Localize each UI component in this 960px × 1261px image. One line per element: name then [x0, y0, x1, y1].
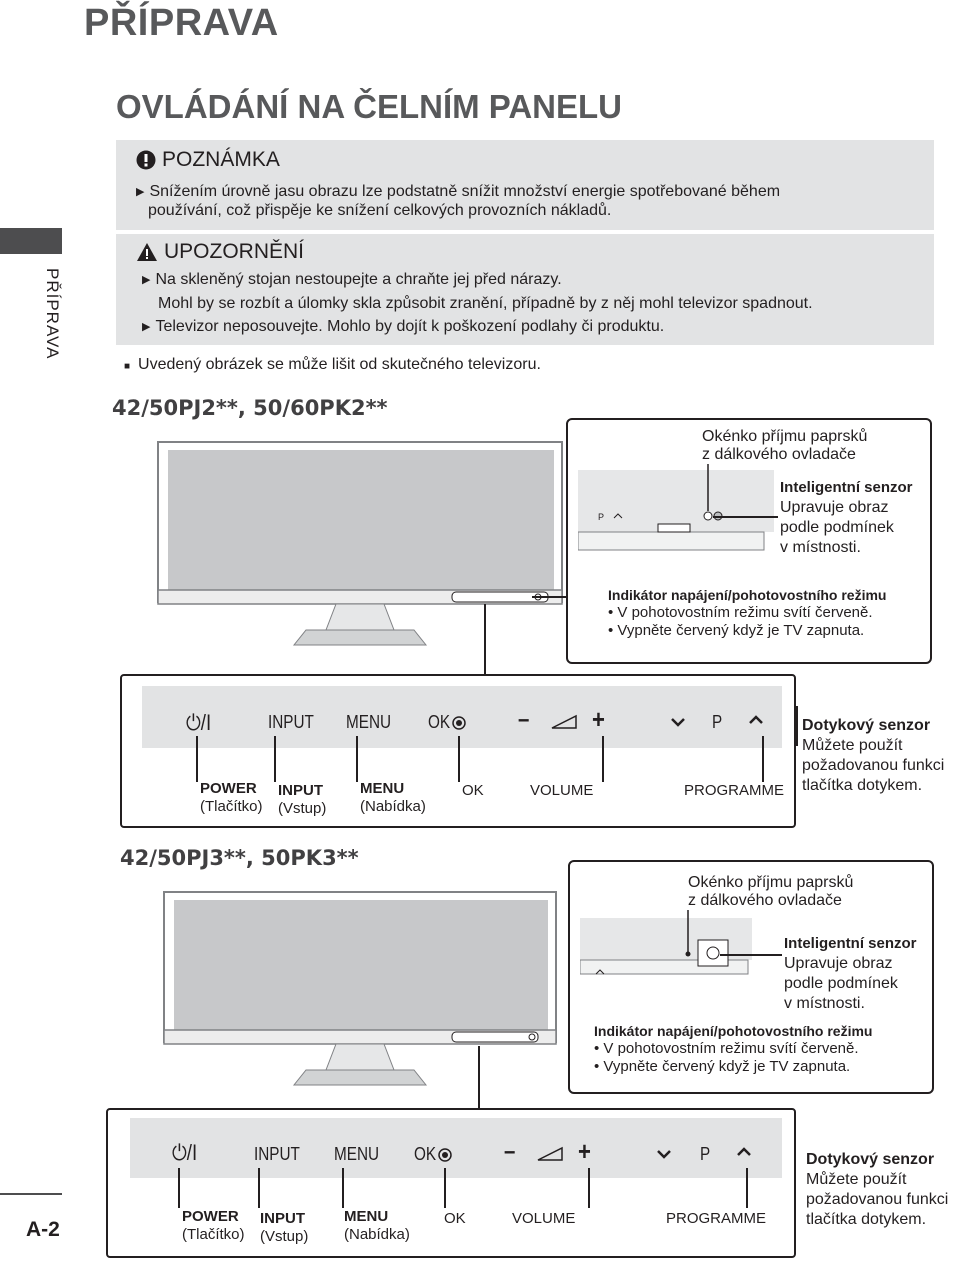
- programme-label: PROGRAMME: [666, 1210, 767, 1227]
- warning-box: [116, 234, 934, 345]
- input-label-sub: (Vstup): [278, 800, 327, 817]
- chevron-down-icon[interactable]: [656, 1148, 672, 1160]
- leader-line: [484, 604, 486, 674]
- menu-label-sub: (Nabídka): [344, 1226, 410, 1243]
- control-panel-1: [120, 674, 796, 828]
- panel-zoom-2: [580, 910, 752, 982]
- intelligent-sensor-note: [784, 934, 917, 1014]
- note-line-2: používání, což přispěje ke snížení celkových provozních nákladů.: [148, 202, 612, 219]
- sensor-title: Inteligentní senzor: [784, 935, 917, 952]
- chevron-up-icon[interactable]: [748, 714, 764, 726]
- panel-zoom-1: [578, 464, 774, 556]
- ok-label: OK: [462, 782, 484, 799]
- callout-box-2: [568, 860, 934, 1094]
- input-label-title: INPUT: [260, 1210, 305, 1227]
- indicator-line-1: • V pohotovostním režimu svítí červeně.: [608, 604, 873, 621]
- square-bullet-icon: ■: [124, 361, 131, 372]
- sensor-line-1: Upravuje obraz: [780, 499, 889, 516]
- note-heading: [136, 148, 280, 172]
- chevron-up-icon[interactable]: [736, 1146, 752, 1158]
- volume-up-button[interactable]: +: [592, 704, 605, 734]
- touch-sensor-note-2: [806, 1150, 948, 1230]
- leader-line: [178, 1168, 180, 1208]
- touch-strip-2: [130, 1118, 782, 1178]
- warning-item-2: [142, 317, 664, 338]
- page-number: A-2: [26, 1218, 60, 1241]
- remote-window-label: [688, 874, 853, 910]
- bullet-triangle-icon: ▶: [142, 321, 151, 333]
- ok-touch-button[interactable]: OK: [414, 1144, 437, 1164]
- programme-label-p: P: [712, 712, 723, 732]
- indicator-line-2: • Vypněte červený když je TV zapnuta.: [594, 1058, 851, 1075]
- indicator-title: Indikátor napájení/pohotovostního režimu: [608, 587, 887, 603]
- section-title: OVLÁDÁNÍ NA ČELNÍM PANELU: [116, 88, 622, 125]
- leader-line: [532, 596, 568, 598]
- leader-line: [274, 736, 276, 782]
- warning-line-3: Televizor neposouvejte. Mohlo by dojít k poškození podlahy či produktu.: [155, 318, 665, 335]
- indicator-line-2: • Vypněte červený když je TV zapnuta.: [608, 622, 865, 639]
- sensor-line-3: v místnosti.: [784, 995, 865, 1012]
- leader-line: [356, 736, 358, 782]
- volume-label: VOLUME: [512, 1210, 576, 1227]
- footer-divider: [0, 1193, 62, 1195]
- side-section-label: PŘÍPRAVA: [43, 268, 62, 360]
- volume-up-button[interactable]: +: [578, 1136, 591, 1166]
- power-touch-button[interactable]: ⏻/I: [186, 710, 212, 735]
- programme-label-p: P: [700, 1144, 711, 1164]
- touch-sensor-line-2: požadovanou funkci: [802, 757, 945, 774]
- note-item: [136, 182, 780, 203]
- input-touch-button[interactable]: INPUT: [268, 712, 314, 732]
- ok-label: OK: [444, 1210, 466, 1227]
- touch-sensor-line-1: Můžete použít: [802, 737, 903, 754]
- warning-line-1: Na skleněný stojan nestoupejte a chraňte jej před nárazy.: [155, 271, 562, 288]
- sensor-line-2: podle podmínek: [784, 975, 898, 992]
- touch-sensor-title: Dotykový senzor: [806, 1151, 935, 1168]
- intelligent-sensor-note: [780, 478, 913, 558]
- menu-label-sub: (Nabídka): [360, 798, 426, 815]
- warning-heading-text: UPOZORNĚNÍ: [164, 240, 305, 263]
- tv-illustration-1: [156, 440, 566, 650]
- warning-triangle-icon: [136, 242, 158, 262]
- leader-line: [444, 1168, 446, 1208]
- touch-sensor-line-3: tlačítka dotykem.: [806, 1211, 927, 1228]
- warning-heading: [136, 240, 304, 264]
- volume-label: VOLUME: [530, 782, 594, 799]
- touch-sensor-line-3: tlačítka dotykem.: [802, 777, 923, 794]
- indicator-title: Indikátor napájení/pohotovostního režimu: [594, 1023, 873, 1039]
- sensor-leader-line: [713, 516, 778, 518]
- leader-line: [196, 736, 198, 782]
- leader-line: [796, 706, 798, 746]
- power-indicator-note: [594, 1022, 872, 1076]
- ok-dot-icon: [452, 716, 466, 730]
- leader-line: [458, 736, 460, 782]
- menu-label-title: MENU: [360, 780, 405, 797]
- power-label: [200, 780, 263, 816]
- touch-sensor-line-2: požadovanou funkci: [806, 1191, 949, 1208]
- bullet-triangle-icon: ▶: [142, 274, 151, 286]
- page-title: PŘÍPRAVA: [84, 2, 279, 44]
- indicator-line-1: • V pohotovostním režimu svítí červeně.: [594, 1040, 859, 1057]
- panel-p-label: P: [598, 512, 605, 522]
- input-label-title: INPUT: [278, 782, 323, 799]
- model-1-name: 42/50PJ2**, 50/60PK2**: [112, 396, 388, 420]
- remote-window-line-2: z dálkového ovladače: [688, 892, 842, 909]
- note-line-1: Snížením úrovně jasu obrazu lze podstatně snížit množství energie spotřebované během: [149, 183, 781, 200]
- leader-line: [478, 1046, 480, 1108]
- remote-window-line-2: z dálkového ovladače: [702, 446, 856, 463]
- control-panel-2: [106, 1108, 796, 1258]
- disclaimer-text: Uvedený obrázek se může lišit od skutečného televizoru.: [138, 356, 541, 373]
- input-label: [260, 1210, 308, 1246]
- menu-touch-button[interactable]: MENU: [334, 1144, 380, 1164]
- tv-illustration-2: [162, 890, 560, 1090]
- power-indicator-note: [608, 586, 886, 640]
- power-label: [182, 1208, 245, 1244]
- side-tab-marker: [0, 228, 62, 254]
- touch-sensor-title: Dotykový senzor: [802, 717, 931, 734]
- leader-line: [258, 1168, 260, 1208]
- input-label: [278, 782, 326, 818]
- model-2-name: 42/50PJ3**, 50PK3**: [120, 846, 359, 870]
- touch-sensor-line-1: Můžete použít: [806, 1171, 907, 1188]
- leader-line: [602, 736, 604, 782]
- power-label-title: POWER: [182, 1208, 239, 1225]
- volume-wedge-icon: [550, 714, 578, 730]
- exclamation-icon: [136, 150, 156, 170]
- menu-label: [360, 780, 426, 816]
- ok-touch-button[interactable]: OK: [428, 712, 451, 732]
- power-label-sub: (Tlačítko): [200, 798, 263, 815]
- leader-line: [588, 1168, 590, 1208]
- chevron-down-icon[interactable]: [670, 716, 686, 728]
- warning-item-1: [142, 270, 562, 291]
- power-touch-button[interactable]: ⏻/I: [172, 1140, 198, 1165]
- leader-line: [746, 1168, 748, 1208]
- volume-down-button[interactable]: –: [518, 706, 530, 733]
- input-label-sub: (Vstup): [260, 1228, 309, 1245]
- note-heading-text: POZNÁMKA: [162, 148, 280, 171]
- menu-label-title: MENU: [344, 1208, 389, 1225]
- warning-line-2: Mohl by se rozbít a úlomky skla způsobit zranění, případně by z něj mohl televizor spadnout.: [158, 295, 813, 312]
- input-touch-button[interactable]: INPUT: [254, 1144, 300, 1164]
- volume-down-button[interactable]: –: [504, 1138, 516, 1165]
- leader-line: [762, 736, 764, 782]
- sensor-line-3: v místnosti.: [780, 539, 861, 556]
- touch-sensor-note-1: [802, 716, 944, 796]
- sensor-leader-line: [720, 954, 782, 956]
- menu-label: [344, 1208, 410, 1244]
- programme-label: PROGRAMME: [684, 782, 785, 799]
- volume-wedge-icon: [536, 1146, 564, 1162]
- sensor-line-1: Upravuje obraz: [784, 955, 893, 972]
- disclaimer: [124, 355, 541, 376]
- remote-window-line-1: Okénko příjmu paprsků: [702, 428, 868, 445]
- sensor-title: Inteligentní senzor: [780, 479, 913, 496]
- bullet-triangle-icon: ▶: [136, 186, 145, 198]
- menu-touch-button[interactable]: MENU: [346, 712, 392, 732]
- callout-box-1: [566, 418, 932, 664]
- leader-line: [342, 1168, 344, 1208]
- power-label-sub: (Tlačítko): [182, 1226, 245, 1243]
- power-label-title: POWER: [200, 780, 257, 797]
- ok-dot-icon: [438, 1148, 452, 1162]
- remote-window-label: [702, 428, 867, 464]
- note-box: [116, 140, 934, 230]
- remote-window-line-1: Okénko příjmu paprsků: [688, 874, 854, 891]
- sensor-line-2: podle podmínek: [780, 519, 894, 536]
